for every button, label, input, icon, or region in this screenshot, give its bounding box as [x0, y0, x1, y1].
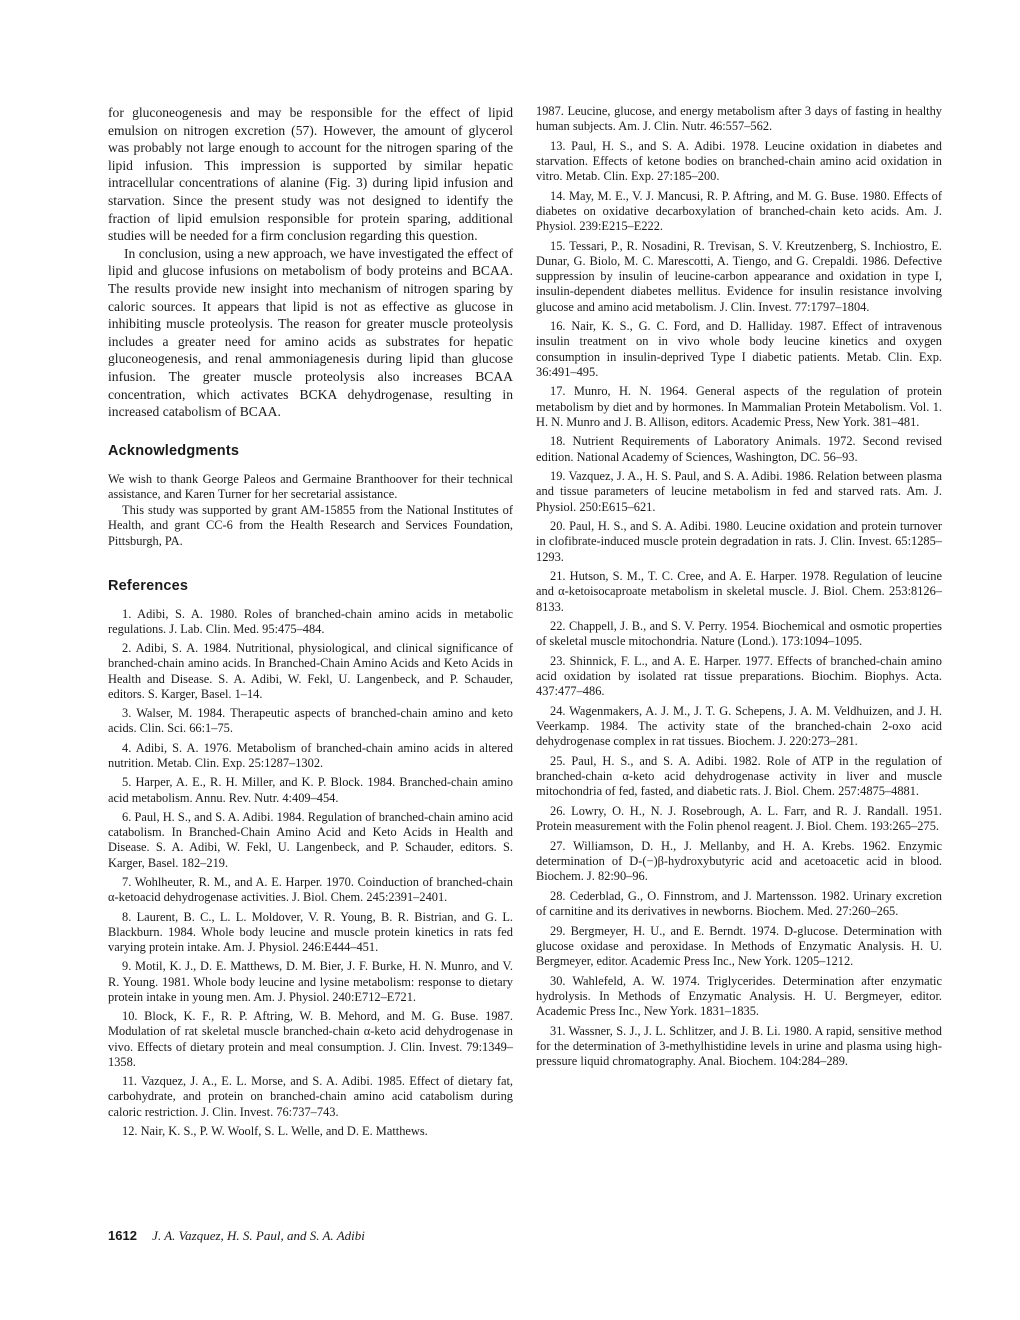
reference-item: 3. Walser, M. 1984. Therapeutic aspects of branched-chain amino and keto acids. Clin. Sci. 66:1–75.: [108, 706, 513, 736]
acknowledgments-paragraph: We wish to thank George Paleos and Germaine Branthoover for their technical assistance, and Karen Turner for her secretarial assistance.: [108, 471, 513, 502]
reference-item: 28. Cederblad, G., O. Finnstrom, and J. Martensson. 1982. Urinary excretion of carnitine and its derivatives in newborns. Biochem. Med. 27:260–265.: [536, 888, 942, 918]
left-column: [108, 104, 513, 1143]
reference-item: 5. Harper, A. E., R. H. Miller, and K. P. Block. 1984. Branched-chain amino acid metabolism. Annu. Rev. Nutr. 4:409–454.: [108, 775, 513, 805]
funding-paragraph: This study was supported by grant AM-15855 from the National Institutes of Health, and grant CC-6 from the Health Research and Services Foundation, Pittsburgh, PA.: [108, 502, 513, 549]
page-number: 1612: [108, 1228, 137, 1243]
reference-item: 30. Wahlefeld, A. W. 1974. Triglycerides. Determination after enzymatic hydrolysis. In Methods of Enzymatic Analysis. H. U. Bergmeyer, editor. Academic Press Inc., New York. 1831–1835.: [536, 973, 942, 1018]
reference-item: 12. Nair, K. S., P. W. Woolf, S. L. Welle, and D. E. Matthews.: [122, 1124, 428, 1139]
reference-item: 2. Adibi, S. A. 1984. Nutritional, physiological, and clinical significance of branched-chain amino acids. In Branched-Chain Amino Acids and Keto Acids in Health and Disease. S. A. Adibi, W. Fekl, U. Langenbeck, and P. Schauder, editors. S. Karger, Basel. 1–14.: [108, 641, 513, 701]
reference-item: 14. May, M. E., V. J. Mancusi, R. P. Aftring, and M. G. Buse. 1980. Effects of diabetes on oxidative decarboxylation of branched-chain keto acids. Am. J. Physiol. 239:E215–E222.: [536, 188, 942, 234]
reference-item: 16. Nair, K. S., G. C. Ford, and D. Halliday. 1987. Effect of intravenous insulin treatment on in vivo whole body leucine kinetics and oxygen consumption in insulin-deprived Type I diabetic patients. Metab. Clin. Exp. 36:491–495.: [536, 319, 942, 379]
reference-item: 19. Vazquez, J. A., H. S. Paul, and S. A. Adibi. 1986. Relation between plasma and tissue parameters of leucine metabolism in fed and starved rats. Am. J. Physiol. 250:E615–621.: [536, 469, 942, 514]
right-column: [536, 104, 942, 1074]
page-footer: [108, 1228, 365, 1244]
references-heading: References: [108, 577, 189, 594]
reference-item: 10. Block, K. F., R. P. Aftring, W. B. Mehord, and M. G. Buse. 1987. Modulation of rat skeletal muscle branched-chain α-keto acid dehydrogenase in vivo. Effects of dietary protein and meal consumption. J. Clin. Invest. 79:1349–1358.: [108, 1009, 513, 1069]
reference-item: 22. Chappell, J. B., and S. V. Perry. 1954. Biochemical and osmotic properties of skeletal muscle mitochondria. Nature (Lond.). 173:1094–1095.: [536, 619, 942, 649]
reference-item: 25. Paul, H. S., and S. A. Adibi. 1982. Role of ATP in the regulation of branched-chain α-keto acid dehydrogenase activity in liver and muscle mitochondria of fed, fasted, and diabetic rats. J. Biol. Chem. 257:4875–4881.: [536, 754, 942, 799]
discussion-paragraph: for gluconeogenesis and may be responsible for the effect of lipid emulsion on nitrogen excretion (57). However, the amount of glycerol was probably not large enough to account for the nitrogen sparing of the lipid infusion. This impression is supported by similar hepatic intracellular concentrations of alanine (Fig. 3) during lipid infusion and starvation. Since the present study was not designed to identify the fraction of lipid emulsion responsible for protein sparing, additional studies will be needed for a firm conclusion regarding this question.: [108, 105, 513, 244]
reference-item: 24. Wagenmakers, A. J. M., J. T. G. Schepens, J. A. M. Veldhuizen, and J. H. Veerkamp. 1984. The activity state of the branched-chain 2-oxo acid dehydrogenase complex in rat tissues. Biochem. J. 220:273–281.: [536, 704, 942, 749]
reference-item: 29. Bergmeyer, H. U., and E. Berndt. 1974. D-glucose. Determination with glucose oxidase and peroxidase. In Methods of Enzymatic Analysis. H. U. Bergmeyer, editor. Academic Press Inc., New York. 1205–1212.: [536, 923, 942, 968]
reference-item: 31. Wassner, S. J., J. L. Schlitzer, and J. B. Li. 1980. A rapid, sensitive method for the determination of 3-methylhistidine levels in urine and plasma using high-pressure liquid chromatography. Anal. Biochem. 104:284–289.: [536, 1023, 942, 1068]
acknowledgments-heading: Acknowledgments: [108, 442, 240, 459]
reference-item: 13. Paul, H. S., and S. A. Adibi. 1978. Leucine oxidation in diabetes and starvation. Effects of ketone bodies on branched-chain amino acid oxidation in vitro. Metab. Clin. Exp. 27:185–200.: [536, 138, 942, 184]
running-authors: J. A. Vazquez, H. S. Paul, and S. A. Adibi: [152, 1228, 365, 1243]
reference-item: 18. Nutrient Requirements of Laboratory Animals. 1972. Second revised edition. National Academy of Sciences, Washington, DC. 56–93.: [536, 434, 942, 464]
references-list-left: [108, 607, 513, 1140]
reference-item: 11. Vazquez, J. A., E. L. Morse, and S. A. Adibi. 1985. Effect of dietary fat, carbohydrate, and protein on branched-chain amino acid catabolism during caloric restriction. J. Clin. Invest. 76:737–743.: [108, 1074, 513, 1119]
reference-item: 8. Laurent, B. C., L. L. Moldover, V. R. Young, B. R. Bistrian, and G. L. Blackburn. 1984. Whole body leucine and muscle protein kinetics in rats fed varying protein intake. Am. J. Physiol. 246:E444–451.: [108, 909, 513, 955]
reference-item: 23. Shinnick, F. L., and A. E. Harper. 1977. Effects of branched-chain amino acid oxidation by isolated rat tissue preparations. Biochim. Biophys. Acta. 437:477–486.: [536, 654, 942, 699]
reference-item: 27. Williamson, D. H., J. Mellanby, and H. A. Krebs. 1962. Enzymic determination of D-(−)β-hydroxybutyric acid and acetoacetic acid in blood. Biochem. J. 82:90–96.: [536, 838, 942, 884]
reference-item: 20. Paul, H. S., and S. A. Adibi. 1980. Leucine oxidation and protein turnover in clofibrate-induced muscle protein degradation in rats. J. Clin. Invest. 65:1285–1293.: [536, 519, 942, 564]
conclusion-paragraph: In conclusion, using a new approach, we have investigated the effect of lipid and glucose infusions on metabolism of body proteins and BCAA. The results provide new insight into mechanism of nitrogen sparing by caloric sources. It appears that lipid is not as effective as glucose in inhibiting muscle proteolysis. The reason for greater muscle proteolysis includes a greater need for amino acids as substrates for hepatic gluconeogenesis, and renal ammoniagenesis during lipid than glucose infusion. The greater muscle proteolysis also increases BCAA concentration, which activates BCKA dehydrogenase, resulting in increased catabolism of BCAA.: [108, 245, 513, 420]
reference-item: 4. Adibi, S. A. 1976. Metabolism of branched-chain amino acids in altered nutrition. Metab. Clin. Exp. 25:1287–1302.: [108, 740, 513, 771]
reference-item: 17. Munro, H. N. 1964. General aspects of the regulation of protein metabolism by diet and by hormones. In Mammalian Protein Metabolism. Vol. 1. H. N. Munro and J. B. Allison, editors. Academic Press, New York. 381–481.: [536, 384, 942, 429]
reference-item-continued: 1987. Leucine, glucose, and energy metabolism after 3 days of fasting in healthy human subjects. Am. J. Clin. Nutr. 46:557–562.: [536, 104, 942, 134]
reference-item: 7. Wohlheuter, R. M., and A. E. Harper. 1970. Coinduction of branched-chain α-ketoacid dehydrogenase activities. J. Biol. Chem. 245:2391–2401.: [108, 875, 513, 905]
reference-item: 6. Paul, H. S., and S. A. Adibi. 1984. Regulation of branched-chain amino acid catabolism. In Branched-Chain Amino Acid and Keto Acids in Health and Disease. S. A. Adibi, W. Fekl, U. Langenbeck, and P. Schauder, editors. S. Karger, Basel. 182–219.: [108, 810, 513, 870]
reference-item: 1. Adibi, S. A. 1980. Roles of branched-chain amino acids in metabolic regulations. J. Lab. Clin. Med. 95:475–484.: [108, 606, 513, 636]
reference-item: 21. Hutson, S. M., T. C. Cree, and A. E. Harper. 1978. Regulation of leucine and α-ketoisocaproate metabolism in skeletal muscle. J. Biol. Chem. 253:8126–8133.: [536, 569, 942, 614]
reference-item: 15. Tessari, P., R. Nosadini, R. Trevisan, S. V. Kreutzenberg, S. Inchiostro, E. Dunar, G. Biolo, M. C. Marescotti, A. Tiengo, and G. Crepaldi. 1986. Defective suppression by insulin of leucine-carbon appearance and oxidation in type I, insulin-dependent diabetes mellitus. Evidence for insulin resistance involving glucose and amino acid metabolism. J. Clin. Invest. 77:1797–1804.: [536, 238, 942, 314]
reference-item: 9. Motil, K. J., D. E. Matthews, D. M. Bier, J. F. Burke, H. N. Munro, and V. R. Young. 1981. Whole body leucine and lysine metabolism: response to dietary protein intake in young men. Am. J. Physiol. 240:E712–E721.: [108, 959, 513, 1004]
reference-item: 26. Lowry, O. H., N. J. Rosebrough, A. L. Farr, and R. J. Randall. 1951. Protein measurement with the Folin phenol reagent. J. Biol. Chem. 193:265–275.: [536, 804, 942, 834]
